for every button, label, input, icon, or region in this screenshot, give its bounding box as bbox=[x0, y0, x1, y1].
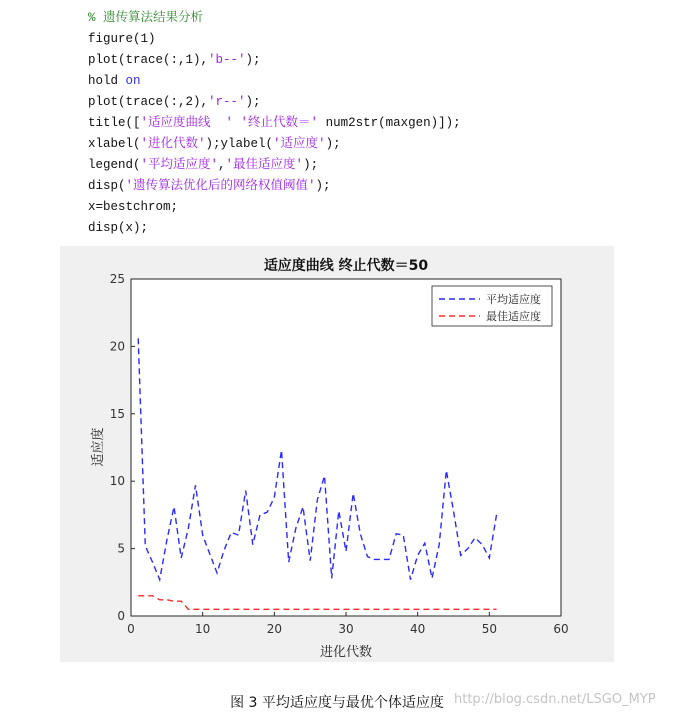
code-token: title([ bbox=[88, 116, 141, 130]
y-axis-label: 适应度 bbox=[91, 427, 106, 467]
code-token: '最佳适应度' bbox=[225, 158, 304, 172]
fitness-chart bbox=[60, 246, 614, 662]
code-token: disp(x); bbox=[88, 221, 149, 235]
y-tick-label: 25 bbox=[109, 272, 125, 286]
code-line bbox=[88, 92, 461, 113]
code-token: % 遗传算法结果分析 bbox=[88, 11, 204, 25]
code-line bbox=[88, 176, 461, 197]
x-axis-label: 进化代数 bbox=[319, 645, 373, 660]
y-tick-label: 15 bbox=[109, 406, 125, 421]
code-token: ); bbox=[325, 137, 341, 151]
code-token: 'r--' bbox=[208, 95, 246, 109]
code-token: '遗传算法优化后的网络权值阈值' bbox=[125, 179, 316, 193]
x-tick-label: 20 bbox=[266, 622, 282, 636]
x-tick-label: 30 bbox=[338, 622, 354, 636]
code-token: '进化代数' bbox=[140, 137, 206, 151]
code-token: xlabel( bbox=[88, 137, 141, 151]
code-token: figure(1) bbox=[88, 32, 156, 46]
figure-caption: 图 3 平均适应度与最优个体适应度 bbox=[230, 695, 444, 711]
watermark: http://blog.csdn.net/LSGO_MYP bbox=[454, 692, 656, 707]
figure-panel bbox=[60, 246, 614, 662]
code-token: on bbox=[125, 74, 141, 88]
y-tick-label: 5 bbox=[117, 541, 125, 556]
code-token: '平均适应度' bbox=[140, 158, 219, 172]
legend-average-label: 平均适应度 bbox=[486, 293, 541, 306]
code-line bbox=[88, 134, 461, 155]
x-tick-label: 50 bbox=[481, 622, 497, 636]
code-token: ); bbox=[245, 95, 261, 109]
code-line bbox=[88, 197, 461, 218]
code-token: plot(trace(:,1), bbox=[88, 53, 209, 67]
x-tick-label: 10 bbox=[195, 622, 211, 636]
y-tick-label: 0 bbox=[117, 609, 125, 623]
legend bbox=[432, 286, 552, 326]
code-line bbox=[88, 8, 461, 29]
code-line bbox=[88, 50, 461, 71]
x-tick-label: 60 bbox=[553, 622, 569, 636]
code-token: disp( bbox=[88, 179, 126, 193]
code-token: ); bbox=[315, 179, 331, 193]
code-line bbox=[88, 155, 461, 176]
code-token: x=bestchrom; bbox=[88, 200, 179, 214]
y-tick-label: 10 bbox=[109, 474, 125, 489]
code-token: ); bbox=[303, 158, 319, 172]
code-token: '终止代数＝' bbox=[240, 116, 319, 130]
code-token bbox=[233, 116, 241, 130]
code-token: legend( bbox=[88, 158, 141, 172]
code-line bbox=[88, 218, 461, 239]
code-token: 'b--' bbox=[208, 53, 246, 67]
legend-best-label: 最佳适应度 bbox=[486, 310, 541, 323]
code-token: '适应度曲线 ' bbox=[140, 116, 234, 130]
code-token: plot(trace(:,2), bbox=[88, 95, 209, 109]
plot-area bbox=[131, 279, 561, 616]
code-token: , bbox=[218, 158, 226, 172]
x-tick-label: 0 bbox=[127, 622, 135, 636]
code-token: ); bbox=[245, 53, 261, 67]
code-token: '适应度' bbox=[273, 137, 326, 151]
y-tick-label: 20 bbox=[109, 339, 125, 354]
code-line bbox=[88, 71, 461, 92]
code-token: hold bbox=[88, 74, 126, 88]
code-listing bbox=[88, 8, 461, 239]
chart-title: 适应度曲线 终止代数＝50 bbox=[263, 258, 429, 274]
code-line bbox=[88, 113, 461, 134]
x-tick-label: 40 bbox=[410, 622, 426, 636]
code-token: num2str(maxgen)]); bbox=[318, 116, 461, 130]
code-line bbox=[88, 29, 461, 50]
code-token: );ylabel( bbox=[205, 137, 274, 151]
